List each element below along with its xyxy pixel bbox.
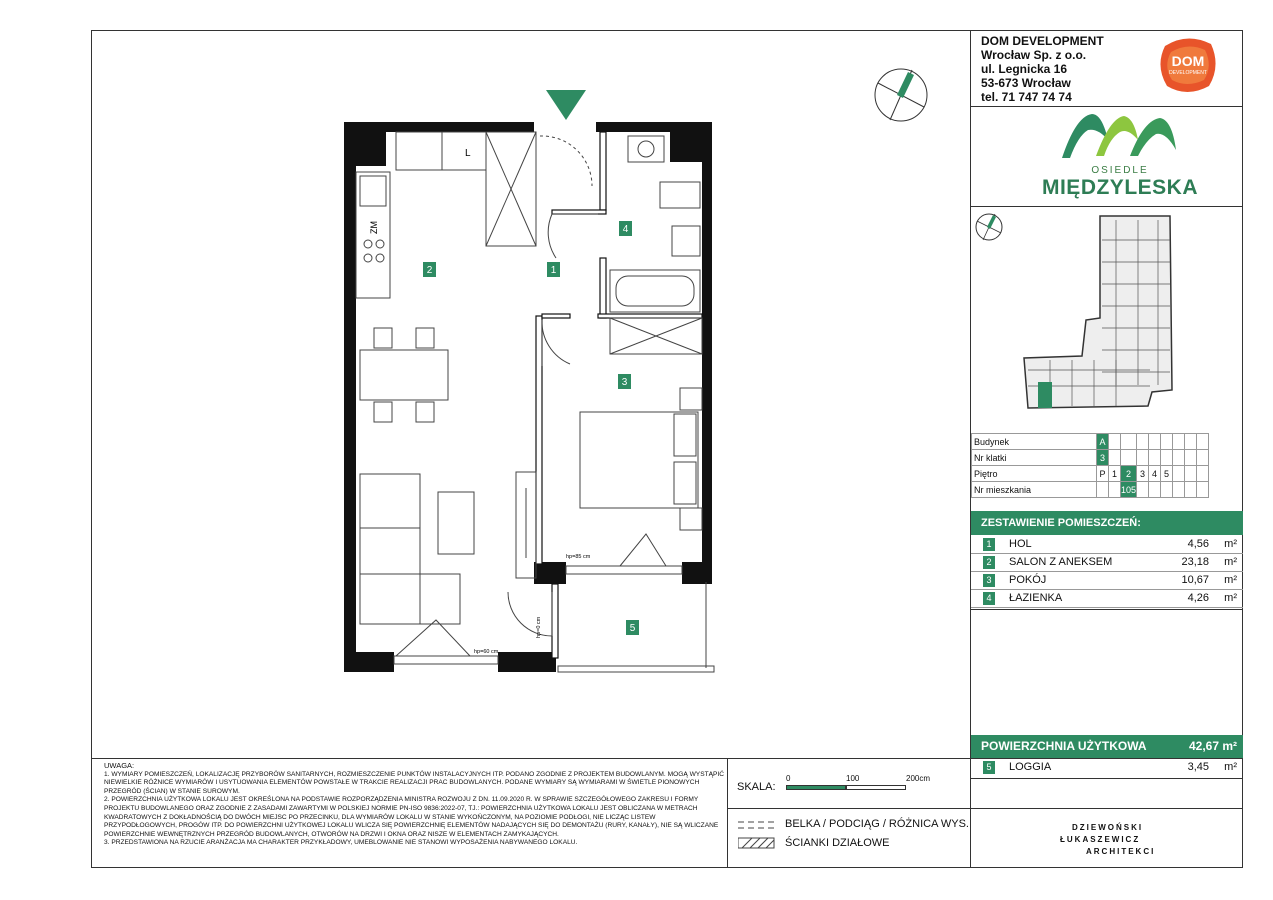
sofa xyxy=(360,474,474,624)
unit-info-cell xyxy=(1197,434,1209,450)
unit-info-cell xyxy=(1161,482,1173,498)
dom-development-logo xyxy=(1157,36,1219,94)
unit-info-cell xyxy=(1121,450,1137,466)
unit-info-cell xyxy=(1149,434,1161,450)
wardrobe xyxy=(516,472,536,578)
unit-info-cell: 1 xyxy=(1109,466,1121,482)
room-tag-3: 3 xyxy=(621,377,628,388)
scale-label: SKALA: xyxy=(737,781,776,793)
label-zm: ZM xyxy=(369,221,379,234)
unit-info-cell xyxy=(1197,450,1209,466)
unit-info-cell: 105 xyxy=(1121,482,1137,498)
room-row-3: 3 POKÓJ 10,67 m² xyxy=(971,572,1243,590)
unit-info-cell xyxy=(1173,450,1185,466)
notes-block xyxy=(104,762,724,848)
floor-plan xyxy=(330,88,720,688)
svg-text:DEVELOPMENT: DEVELOPMENT xyxy=(1169,70,1207,76)
scale-tick-100: 100 xyxy=(846,774,860,783)
unit-info-row xyxy=(972,466,1209,482)
legend-beam: BELKA / PODCIĄG / RÓŻNICA WYS. xyxy=(785,818,969,830)
legend-walls: ŚCIANKI DZIAŁOWE xyxy=(785,837,890,849)
hp0-label: hp=0 cm xyxy=(536,616,542,638)
scale-tick-0: 0 xyxy=(786,774,791,783)
room-tag-5: 5 xyxy=(629,623,636,634)
entrance-arrow-icon xyxy=(546,90,586,120)
unit-info-cell xyxy=(1185,482,1197,498)
unit-info-cell xyxy=(1197,466,1209,482)
unit-info-cell: 3 xyxy=(1097,450,1109,466)
room-tag-4: 4 xyxy=(622,224,629,235)
hp85-label: hp=85 cm xyxy=(566,554,591,560)
developer-city: 53-673 Wrocław xyxy=(981,76,1071,90)
room-tag-2: 2 xyxy=(426,265,433,276)
unit-info-cell xyxy=(1173,466,1185,482)
developer-company: Wrocław Sp. z o.o. xyxy=(981,48,1087,62)
unit-info-cell xyxy=(1137,482,1149,498)
unit-info-cell xyxy=(1137,434,1149,450)
unit-info-cell: 5 xyxy=(1161,466,1173,482)
panel-divider xyxy=(970,808,1243,809)
svg-text:DOM: DOM xyxy=(1171,53,1205,69)
room-row-2: 2 SALON Z ANEKSEM 23,18 m² xyxy=(971,554,1243,572)
notes-title: UWAGA: xyxy=(104,761,135,770)
unit-info-cell: 4 xyxy=(1149,466,1161,482)
room-row-1: 1 HOL 4,56 m² xyxy=(971,536,1243,554)
scale-tick-200: 200cm xyxy=(906,774,931,783)
unit-info-cell xyxy=(1185,434,1197,450)
panel-divider xyxy=(727,758,728,868)
unit-info-row xyxy=(972,482,1209,498)
unit-info-label: Nr klatki xyxy=(972,450,1097,466)
room-list-header: ZESTAWIENIE POMIESZCZEŃ: xyxy=(971,511,1243,535)
developer-phone: tel. 71 747 74 74 xyxy=(981,90,1072,104)
developer-address xyxy=(981,34,1104,104)
unit-info-cell xyxy=(1161,434,1173,450)
note-3: 3. PRZEDSTAWIONA NA RZUCIE ARANŻACJA MA CHARAKTER PRZYKŁADOWY, UMEBLOWANIE NIE STANOWI WYPOSAŻENIA NABYWANEGO LOKALU. xyxy=(104,839,578,847)
keyplan-compass-icon xyxy=(974,212,1004,242)
panel-divider xyxy=(970,778,1243,779)
estate-logo-sub: OSIEDLE xyxy=(1091,165,1149,176)
unit-info-cell xyxy=(1173,434,1185,450)
unit-info-cell xyxy=(1137,450,1149,466)
unit-info-cell xyxy=(1185,466,1197,482)
unit-info-label: Nr mieszkania xyxy=(972,482,1097,498)
developer-name: DOM DEVELOPMENT xyxy=(981,34,1104,48)
unit-info-cell: A xyxy=(1097,434,1109,450)
room-row-loggia: 5 LOGGIA 3,45 m² xyxy=(971,759,1243,777)
estate-logo-name: MIĘDZYLESKA xyxy=(1041,176,1198,199)
unit-info-cell xyxy=(1097,482,1109,498)
unit-info-cell: 3 xyxy=(1137,466,1149,482)
unit-info-cell: 2 xyxy=(1121,466,1137,482)
unit-info-cell xyxy=(1197,482,1209,498)
unit-info-cell xyxy=(1149,482,1161,498)
room-row-4: 4 ŁAZIENKA 4,26 m² xyxy=(971,590,1243,608)
scale-bar-empty xyxy=(846,785,906,790)
hp60-label: hp=60 cm xyxy=(474,649,499,655)
note-2: 2. POWIERZCHNIA UŻYTKOWA LOKALU JEST OKREŚLONA NA PODSTAWIE ROZPORZĄDZENIA MINISTRA ROZWOJU Z DN. 11.09.2020 R. W SPRAWIE SZCZEGÓŁOWEGO ZAKRESU I FORMY PROJEKTU BUDOWLANEGO ORAZ ZGODNIE Z ZASADAMI ZAWARTYMI W POLSKIEJ NORMIE PN-ISO 9836:2022-07, TJ.: POWIERZCHNIA UŻYTKOWA LOKALU JEST OBLICZANA W METRACH KWADRATOWYCH Z DOKŁADNOŚCIĄ DO DWÓCH MIEJSC PO PRZECINKU, DLA WYMIARÓW LOKALU W STANIE WYKOŃCZONYM, NA POZIOMIE PODŁOGI, NIE LICZĄC LISTEW PRZYPODŁOGOWYCH, PROGÓW ITP. DO POWIERZCHNI UŻYTKOWEJ LOKALU WLICZA SIĘ POWIERZCHNIĘ ELEMENTÓW NADAJĄCYCH SIĘ DO DEMONTAŻU (RURY, KANAŁY), NIE SĄ WLICZANE POWIERZCHNIE WEWNĘTRZNYCH PRZEGRÓD BUDOWLANYCH, OTWORÓW NA DRZWI I OKNA ORAZ NISZE W ELEMENTACH ZAMYKAJĄCYCH. xyxy=(104,796,719,838)
label-l: L xyxy=(465,148,471,159)
scale-bar-filled xyxy=(786,785,846,790)
unit-info-label: Budynek xyxy=(972,434,1097,450)
unit-info-cell xyxy=(1149,450,1161,466)
panel-divider xyxy=(970,206,1243,207)
exterior-walls xyxy=(344,122,712,672)
keyplan-unit-highlight xyxy=(1038,382,1052,408)
architect-logo: DZIEWOŃSKI ŁUKASZEWICZ ARCHITEKCI xyxy=(1060,823,1156,856)
compass-north-icon xyxy=(872,66,930,124)
unit-info-cell: P xyxy=(1097,466,1109,482)
unit-info-cell xyxy=(1173,482,1185,498)
unit-info-row xyxy=(972,450,1209,466)
installation-shaft xyxy=(486,132,702,354)
dining-table xyxy=(360,328,448,422)
legend-symbols xyxy=(738,818,778,852)
unit-info-row xyxy=(972,434,1209,450)
total-area-label: POWIERZCHNIA UŻYTKOWA xyxy=(981,739,1147,753)
unit-info-label: Piętro xyxy=(972,466,1097,482)
unit-info-cell xyxy=(1109,450,1121,466)
unit-info-table xyxy=(971,433,1209,498)
estate-logo-mark xyxy=(1058,110,1182,162)
developer-street: ul. Legnicka 16 xyxy=(981,62,1068,76)
bed xyxy=(580,388,702,530)
total-area-value: 42,67 m² xyxy=(1188,739,1237,753)
panel-divider xyxy=(727,808,970,809)
panel-divider xyxy=(970,609,1243,610)
building-key-plan xyxy=(1020,210,1190,415)
note-1: 1. WYMIARY POMIESZCZEŃ, LOKALIZACJĘ PRZYBORÓW SANITARNYCH, ROZMIESZCZENIE PUNKTÓW INSTALACYJNYCH ITP. PODANO ZGODNIE Z PROJEKTEM BUDOWLANYM. MOGĄ WYSTĄPIĆ NIEWIELKIE RÓŻNICE WYMIARÓW I USYTUOWANIA ELEMENTÓW POWSTAŁE W TRAKCIE REALIZACJI PRAC BUDOWLANYCH. PODANE WYMIARY SĄ WYMIARAMI W ŚWIETLE PIONOWYCH PRZEGRÓD (ŚCIAN) W STANIE SUROWYM. xyxy=(104,770,725,795)
estate-logo xyxy=(1030,110,1210,202)
unit-info-cell xyxy=(1121,434,1137,450)
panel-divider xyxy=(970,106,1243,107)
unit-info-cell xyxy=(1109,482,1121,498)
unit-info-cell xyxy=(1161,450,1173,466)
unit-info-cell xyxy=(1185,450,1197,466)
total-area-bar xyxy=(971,735,1243,758)
unit-info-cell xyxy=(1109,434,1121,450)
room-tag-1: 1 xyxy=(550,265,557,276)
